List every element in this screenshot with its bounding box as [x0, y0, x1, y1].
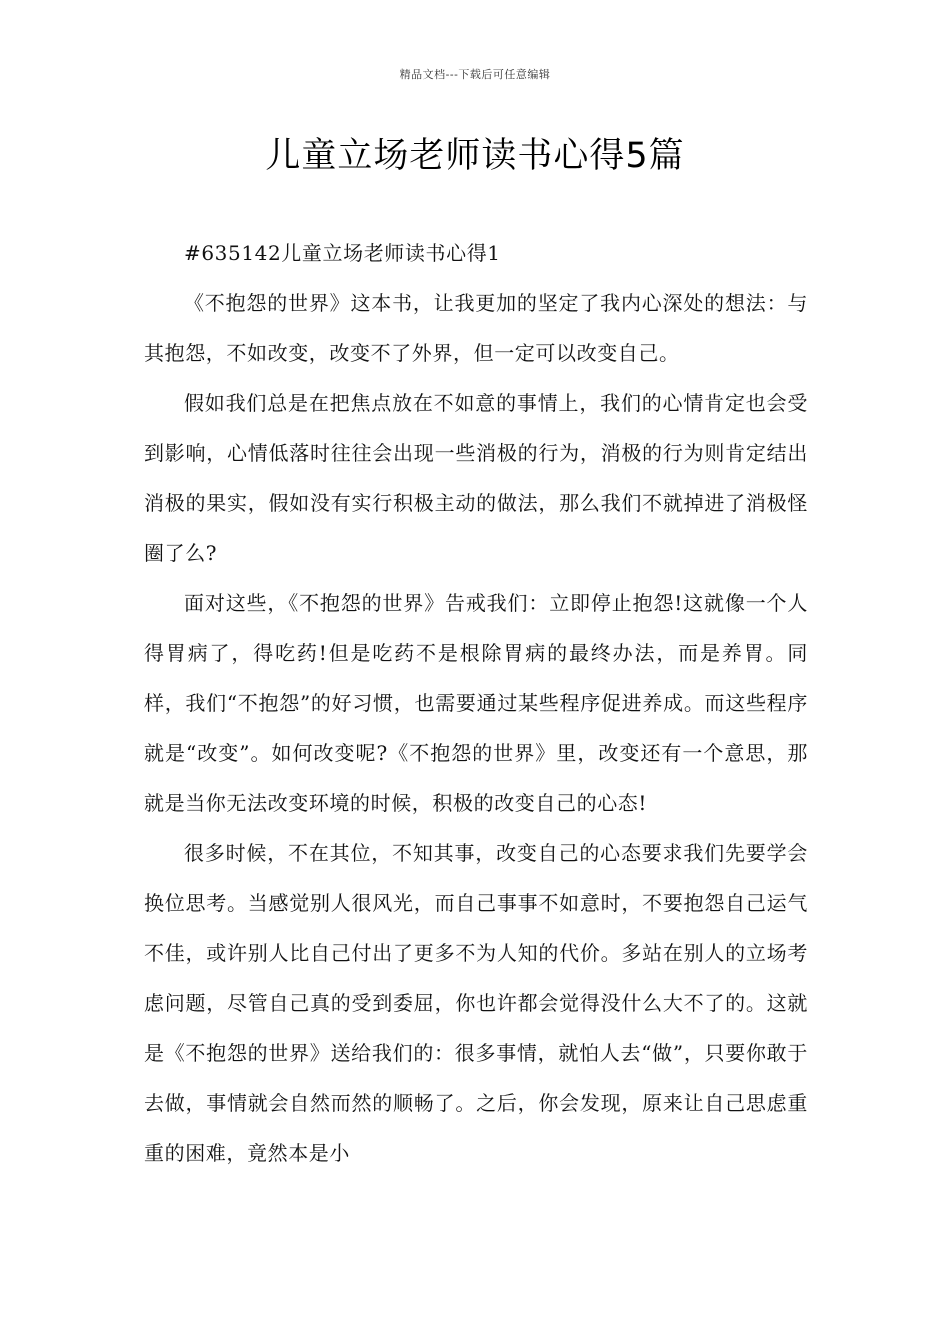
- paragraph: 假如我们总是在把焦点放在不如意的事情上，我们的心情肯定也会受到影响，心情低落时往往会出现一些消极的行为，消极的行为则肯定结出消极的果实，假如没有实行积极主动的做法，那么我们不就掉进了消极怪圈了么?: [144, 391, 808, 565]
- paragraph: 面对这些，《不抱怨的世界》告戒我们：立即停止抱怨!这就像一个人得胃病了，得吃药!但是吃药不是根除胃病的最终办法，而是养胃。同样，我们“不抱怨”的好习惯，也需要通过某些程序促进养成。而这些程序就是“改变”。如何改变呢?《不抱怨的世界》里，改变还有一个意思，那就是当你无法改变环境的时候，积极的改变自己的心态!: [144, 591, 808, 815]
- section-heading: #635142儿童立场老师读书心得1: [184, 241, 501, 265]
- document-body: [144, 228, 808, 1178]
- paragraph: 很多时候，不在其位，不知其事，改变自己的心态要求我们先要学会换位思考。当感觉别人很风光，而自己事事不如意时，不要抱怨自己运气不佳，或许别人比自己付出了更多不为人知的代价。多站在别人的立场考虑问题，尽管自己真的受到委屈，你也许都会觉得没什么大不了的。这就是《不抱怨的世界》送给我们的：很多事情，就怕人去“做”，只要你敢于去做，事情就会自然而然的顺畅了。之后，你会发现，原来让自己思虑重重的困难，竟然本是小: [144, 841, 808, 1165]
- document-title: 儿童立场老师读书心得5篇: [265, 136, 685, 176]
- header-note: 精品文档---下载后可任意编辑: [399, 68, 551, 81]
- paragraph: 《不抱怨的世界》这本书，让我更加的坚定了我内心深处的想法：与其抱怨，不如改变，改变不了外界，但一定可以改变自己。: [144, 291, 808, 365]
